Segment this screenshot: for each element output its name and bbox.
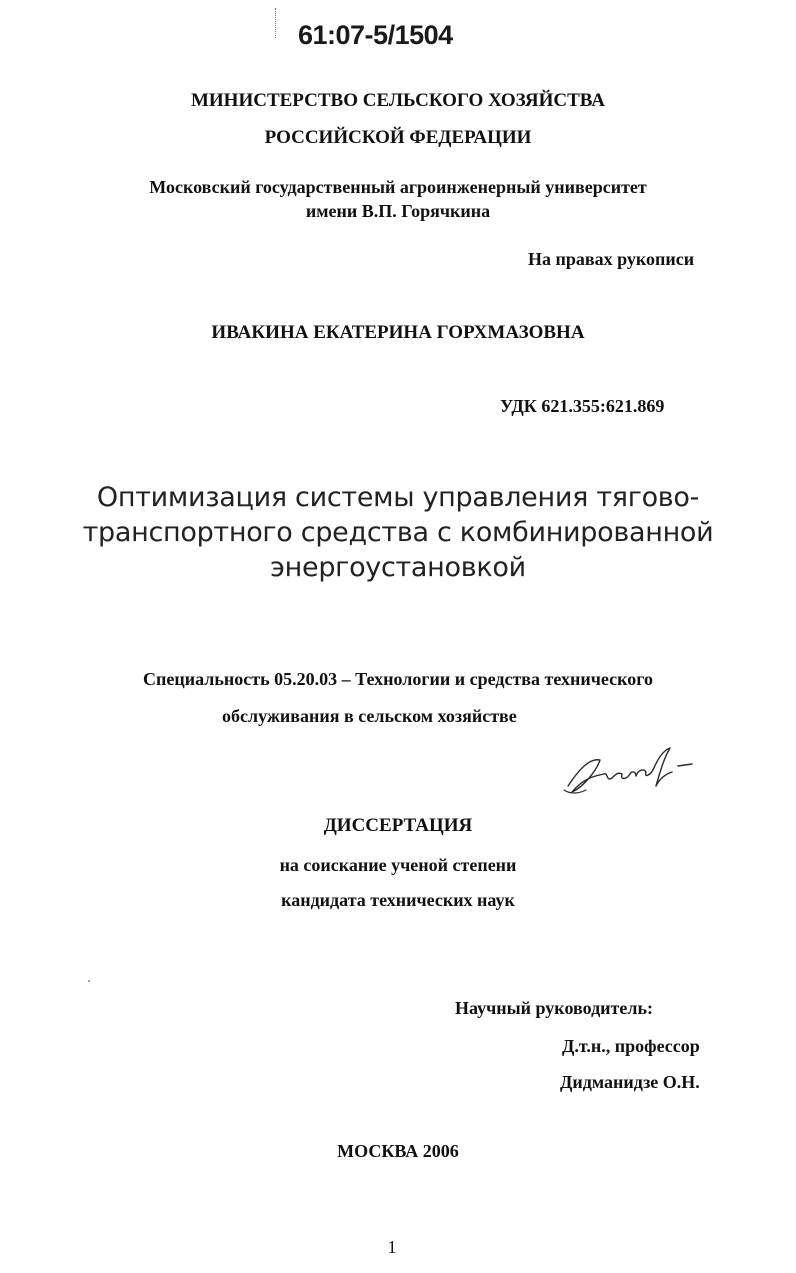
page-number: 1: [387, 1237, 397, 1257]
ministry-line-1: МИНИСТЕРСТВО СЕЛЬСКОГО ХОЗЯЙСТВА: [190, 90, 606, 111]
scan-margin-mark: [275, 8, 277, 38]
supervisor-name: Дидманидзе О.Н.: [560, 1072, 700, 1092]
title-line-1: Оптимизация системы управления тягово-: [96, 482, 700, 513]
university-line-2: имени В.П. Горячкина: [305, 201, 491, 221]
supervisor-degree: Д.т.н., профессор: [562, 1036, 700, 1056]
manuscript-rights-note: На правах рукописи: [528, 249, 695, 269]
udc-code: УДК 621.355:621.869: [500, 396, 665, 416]
scan-speck: [88, 980, 90, 982]
university-line-1: Московский государственный агроинженерный университет: [149, 177, 647, 197]
specialty-line-1: Специальность 05.20.03 – Технологии и средства технического: [143, 669, 653, 689]
archive-number: 61:07-5/1504: [298, 20, 453, 50]
author-signature: [560, 738, 700, 800]
city-year: МОСКВА 2006: [337, 1141, 459, 1161]
title-line-3: энергоустановкой: [270, 552, 526, 583]
specialty-line-2: обслуживания в сельском хозяйстве: [222, 706, 517, 726]
supervisor-label: Научный руководитель:: [455, 998, 653, 1018]
dissertation-heading: ДИССЕРТАЦИЯ: [323, 815, 473, 836]
dissertation-line-2: кандидата технических наук: [281, 890, 515, 910]
author-name: ИВАКИНА ЕКАТЕРИНА ГОРХМАЗОВНА: [211, 322, 585, 343]
dissertation-line-1: на соискание ученой степени: [279, 855, 517, 875]
ministry-line-2: РОССИЙСКОЙ ФЕДЕРАЦИИ: [264, 127, 532, 148]
title-line-2: транспортного средства с комбинированной: [82, 517, 714, 548]
